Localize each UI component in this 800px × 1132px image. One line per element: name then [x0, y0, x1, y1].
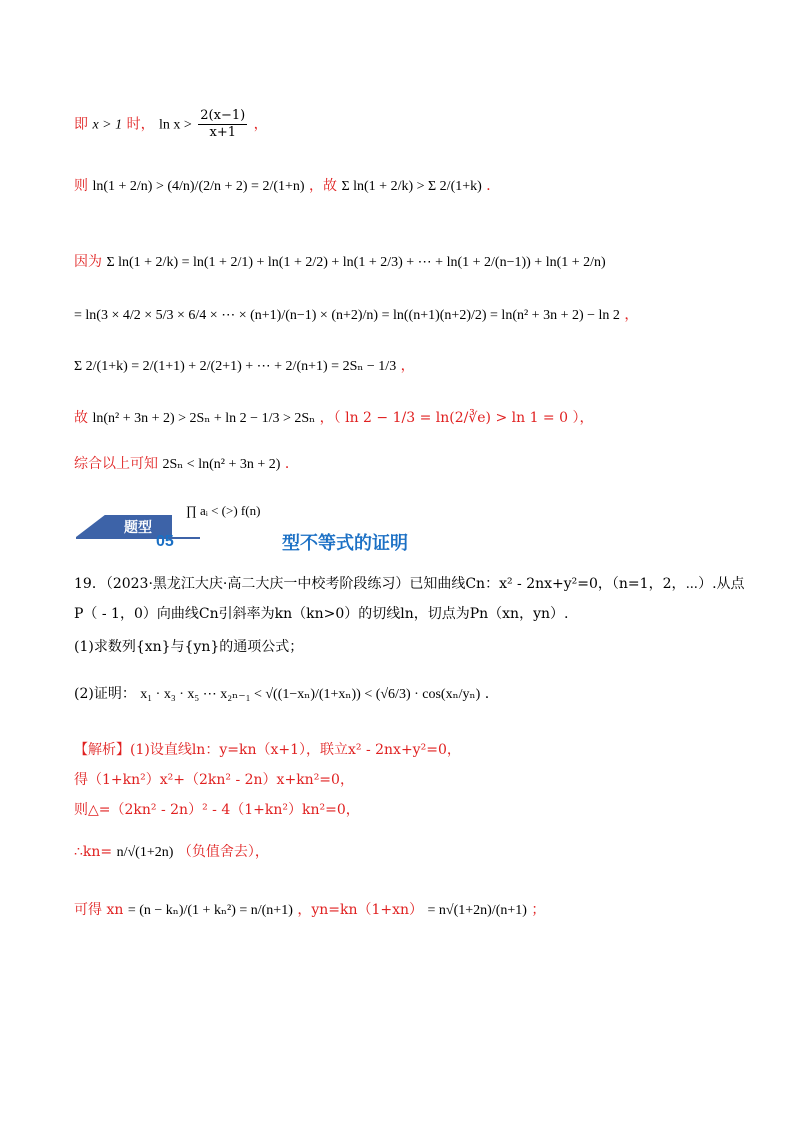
text-end: （负值舍去），	[177, 844, 269, 860]
text-end: ．	[284, 456, 299, 472]
line-5	[74, 356, 415, 377]
text-end: ，	[400, 358, 415, 374]
formula-note: ，（ ln 2 − 1/3 = ln(2/∛e) > ln 1 = 0 ），	[319, 410, 594, 426]
line-6	[74, 408, 593, 429]
formula: = (n − kₙ)/(1 + kₙ²) = n/(n+1)	[127, 903, 293, 918]
solution-line-1: 【解析】(1)设直线ln：y=kn（x+1），联立x² - 2nx+y²=0，	[74, 742, 461, 758]
line-3	[74, 252, 606, 273]
text-end: ．	[486, 178, 501, 194]
solution-line-5	[74, 900, 545, 921]
condition: x > 1	[92, 117, 123, 133]
solution-line-2: 得（1+kn²）x²+（2kn² - 2n）x+kn²=0，	[74, 772, 354, 788]
line-7	[74, 454, 299, 475]
problem-line-3: (1)求数列{xn}与{yn}的通项公式；	[74, 639, 304, 655]
text-mid: ，yn=kn（1+xn）	[297, 902, 424, 918]
fraction	[198, 108, 247, 141]
text-end: ；	[531, 902, 546, 918]
text-prefix: 即	[74, 116, 88, 133]
line-4	[74, 305, 638, 326]
formula: n/√(1+2n)	[116, 845, 174, 860]
text-prefix: 则	[74, 178, 88, 194]
text-prefix: 因为	[74, 254, 102, 270]
formula: ln(n² + 3n + 2) > 2Sₙ + ln 2 − 1/3 > 2Sₙ	[92, 411, 316, 426]
formula: ln(1 + 2/n) > (4/n)/(2/n + 2) = 2/(1+n)	[92, 179, 305, 194]
fraction-denominator: x+1	[209, 125, 236, 140]
text-prefix: 可得 xn	[74, 902, 124, 918]
formula: x₁ · x₃ · x₅ ⋯ x₂ₙ₋₁ < √((1−xₙ)/(1+xₙ)) < (√6/3) · cos(xₙ/yₙ)	[140, 687, 481, 702]
section-banner	[76, 503, 800, 565]
text-end: .	[484, 686, 490, 702]
problem-line-1: 19．（2023·黑龙江大庆·高二大庆一中校考阶段练习）已知曲线Cn：x² - 2nx+y²=0，（n=1，2，⋯）.从点	[74, 576, 745, 592]
text-prefix: 故	[74, 410, 88, 426]
formula-sum: Σ ln(1 + 2/k) > Σ 2/(1+k)	[341, 179, 482, 194]
formula: Σ 2/(1+k) = 2/(1+1) + 2/(2+1) + ⋯ + 2/(n+1) = 2Sₙ − 1/3	[74, 359, 397, 374]
banner-title: 型不等式的证明	[282, 533, 408, 554]
banner-formula: ∏ aᵢ < (>) f(n)	[186, 503, 261, 518]
line-1	[74, 108, 268, 141]
formula: 2Sₙ < ln(n² + 3n + 2)	[162, 457, 281, 472]
solution-line-4	[74, 842, 269, 863]
solution-line-3: 则△=（2kn² - 2n）² - 4（1+kn²）kn²=0，	[74, 802, 360, 818]
formula-2: = n√(1+2n)/(n+1)	[427, 903, 527, 918]
problem-line-4	[74, 684, 489, 705]
text-end: ，	[253, 116, 268, 133]
text-prefix: (2)证明：	[74, 686, 136, 702]
line-2	[74, 176, 500, 197]
banner-number: 05	[156, 533, 174, 550]
text-mid: 时，	[126, 116, 155, 133]
text-prefix: 综合以上可知	[74, 456, 158, 472]
banner-underline	[76, 537, 200, 539]
text-prefix: ∴kn=	[74, 844, 113, 860]
fraction-numerator: 2(x−1)	[200, 108, 246, 123]
formula: = ln(3 × 4/2 × 5/3 × 6/4 × ⋯ × (n+1)/(n−1) × (n+2)/n) = ln((n+1)(n+2)/2) = ln(n² + 3n + 2) − ln 2	[74, 308, 620, 323]
problem-line-2: P（ - 1，0）向曲线Cn引斜率为kn（kn>0）的切线ln，切点为Pn（xn，yn）.	[74, 606, 569, 622]
banner-tag: 题型	[124, 520, 152, 536]
formula-lhs: ln x >	[159, 117, 192, 133]
formula: Σ ln(1 + 2/k) = ln(1 + 2/1) + ln(1 + 2/2) + ln(1 + 2/3) + ⋯ + ln(1 + 2/(n−1)) + ln(1 + 2/n)	[106, 255, 606, 270]
text-end: ，	[624, 307, 639, 323]
text-mid: ，故	[309, 178, 338, 194]
